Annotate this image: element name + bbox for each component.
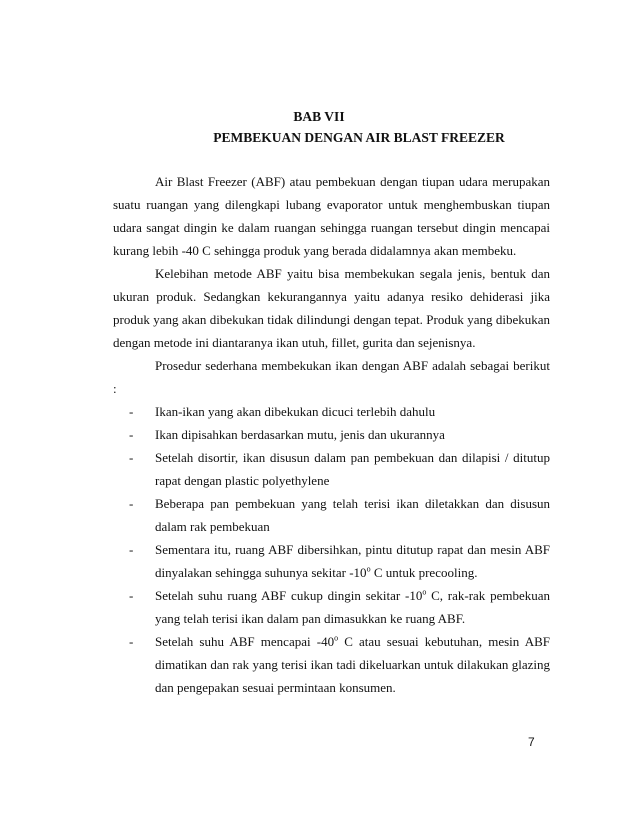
bullet-dash: -	[129, 542, 134, 557]
bullet-dash: -	[129, 588, 134, 603]
list-item-text	[155, 588, 550, 626]
list-item	[113, 423, 550, 446]
chapter-title: PEMBEKUAN DENGAN AIR BLAST FREEZER	[213, 130, 505, 145]
list-item-text: Ikan-ikan yang akan dibekukan dicuci terlebih dahulu	[155, 404, 436, 419]
degree-superscript: o	[366, 564, 371, 574]
procedure-list	[113, 400, 550, 699]
list-item-text	[155, 542, 550, 580]
chapter-heading: BAB VII	[293, 109, 345, 124]
list-item-text	[155, 634, 550, 695]
degree-superscript: o	[422, 587, 427, 597]
list-item-text-before: Sementara itu, ruang ABF dibersihkan, pintu ditutup rapat dan mesin ABF dinyalakan sehingga suhunya sekitar -10	[155, 542, 550, 580]
paragraph-procedure-intro: Prosedur sederhana membekukan ikan dengan ABF adalah sebagai berikut :	[113, 358, 550, 396]
document-body	[113, 170, 550, 699]
paragraph-advantages: Kelebihan metode ABF yaitu bisa membekukan segala jenis, bentuk dan ukuran produk. Sedangkan kekurangannya yaitu adanya resiko dehiderasi jika produk yang akan dibekukan tidak dilindungi dengan tepat. Produk yang dibekukan dengan metode ini diantaranya ikan utuh, fillet, gurita dan sejenisnya.	[113, 266, 550, 350]
list-item-text-after: C untuk precooling.	[370, 565, 478, 580]
list-item-text: Beberapa pan pembekuan yang telah terisi ikan diletakkan dan disusun dalam rak pembekuan	[155, 496, 550, 534]
list-item	[113, 400, 550, 423]
list-item-text: Setelah disortir, ikan disusun dalam pan pembekuan dan dilapisi / ditutup rapat dengan plastic polyethylene	[155, 450, 550, 488]
bullet-dash: -	[129, 496, 134, 511]
bullet-dash: -	[129, 450, 134, 465]
page-number: 7	[528, 735, 535, 749]
degree-superscript: o	[334, 633, 339, 643]
list-item-text-before: Setelah suhu ruang ABF cukup dingin sekitar -10	[155, 588, 423, 603]
list-item-text-after: C atau sesuai kebutuhan, mesin ABF dimatikan dan rak yang terisi ikan tadi dikeluarkan untuk dilakukan glazing dan pengepakan sesuai permintaan konsumen.	[155, 634, 551, 695]
bullet-dash: -	[129, 404, 134, 419]
list-item	[113, 446, 550, 492]
list-item	[113, 630, 550, 699]
paragraph-intro: Air Blast Freezer (ABF) atau pembekuan dengan tiupan udara merupakan suatu ruangan yang dilengkapi lubang evaporator untuk menghembuskan tiupan udara sangat dingin ke dalam ruangan sehingga ruangan tersebut dingin mencapai kurang lebih -40 C sehingga produk yang berada didalamnya akan membeku.	[113, 174, 550, 258]
bullet-dash: -	[129, 634, 134, 649]
list-item-text-before: Setelah suhu ABF mencapai -40	[155, 634, 335, 649]
list-item	[113, 492, 550, 538]
list-item-text-after: C, rak-rak pembekuan yang telah terisi ikan dalam pan dimasukkan ke ruang ABF.	[155, 588, 550, 626]
list-item	[113, 538, 550, 584]
list-item	[113, 584, 550, 630]
bullet-dash: -	[129, 427, 134, 442]
list-item-text: Ikan dipisahkan berdasarkan mutu, jenis dan ukurannya	[155, 427, 445, 442]
